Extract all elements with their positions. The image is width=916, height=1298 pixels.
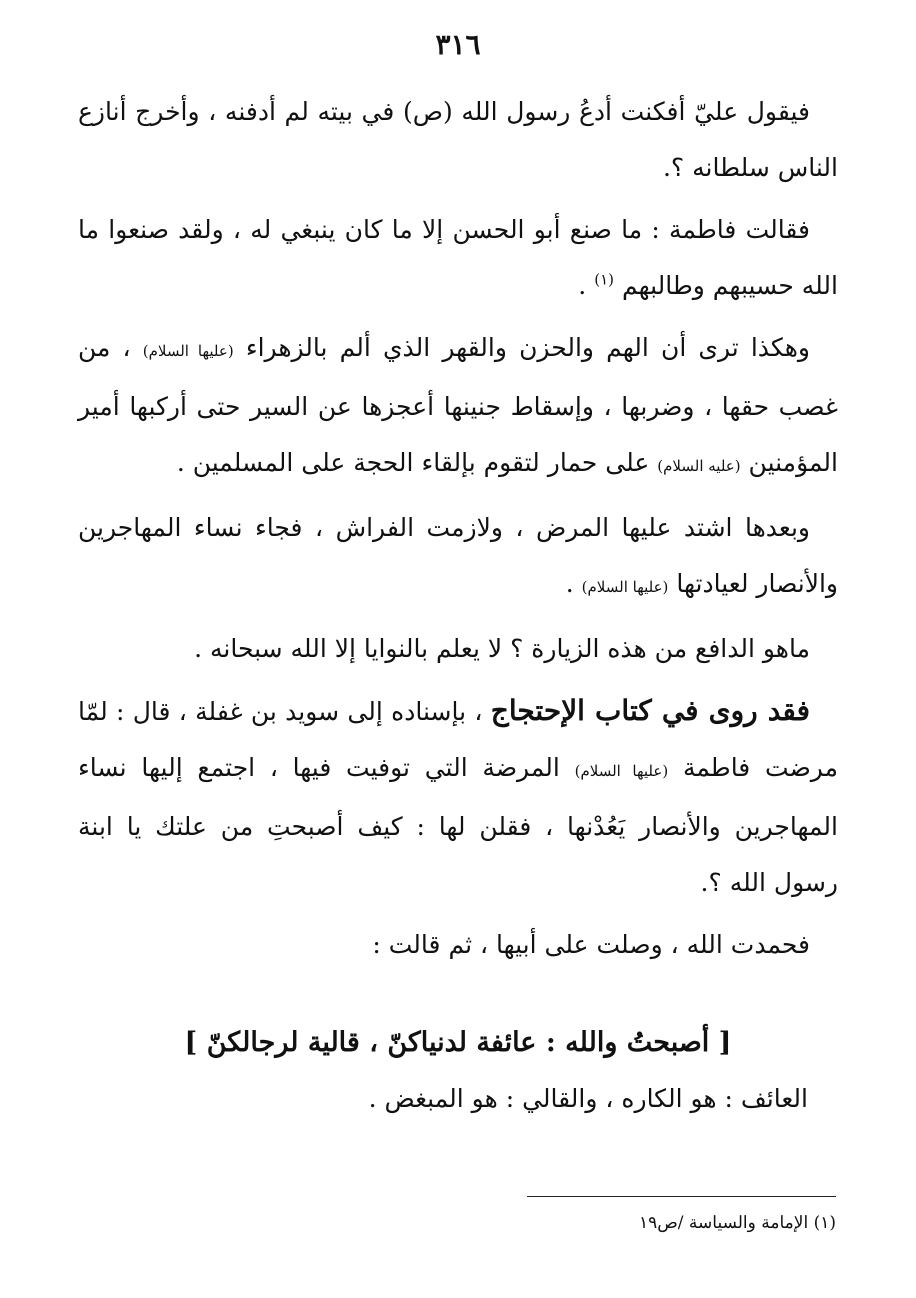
honorific-2: (عليه السلام) [657, 457, 741, 475]
footnote: (١) الإمامة والسياسة /ص١٩ [638, 1213, 836, 1233]
main-text [78, 84, 838, 979]
paragraph-3-text-a: وهكذا ترى أن الهم والحزن والقهر الذي ألم بالزهراء [233, 333, 810, 362]
paragraph-1-text: فيقول عليّ أفكنت أدعُ رسول الله (ص) في بيته لم أدفنه ، وأخرج أنازع الناس سلطانه ؟. [78, 97, 838, 182]
paragraph-6-text-b: المرضة التي توفيت فيها ، اجتمع إليها نساء المهاجرين والأنصار يَعُدْنها ، فقلن لها : كيف أصبحتِ من علتك يا ابنة رسول الله ؟. [78, 753, 838, 897]
paragraph-2-end: . [578, 271, 595, 300]
paragraph-4-text-a: وبعدها اشتد عليها المرض ، ولازمت الفراش ، فجاء نساء المهاجرين والأنصار لعيادتها [78, 513, 838, 598]
paragraph-5-text: ماهو الدافع من هذه الزيارة ؟ لا يعلم بالنوايا إلا الله سبحانه . [194, 634, 810, 663]
paragraph-4 [78, 500, 838, 615]
honorific-4: (عليها السلام) [574, 762, 669, 780]
page-number: ٣١٦ [435, 28, 481, 61]
paragraph-3 [78, 320, 838, 494]
paragraph-6-text-a: ، بإسناده إلى سويد بن غفلة ، قال : لمّا مرضت فاطمة [78, 697, 838, 782]
quoted-statement: [ أصبحتُ والله : عائفة لدنياكنّ ، قالية لرجالكنّ ] [184, 1027, 732, 1058]
gloss-line: العائف : هو الكاره ، والقالي : هو المبغض . [368, 1084, 808, 1113]
paragraph-2 [78, 202, 838, 314]
paragraph-4-text-b: . [565, 569, 582, 598]
paragraph-3-text-b: ، من غصب حقها ، وضربها ، وإسقاط جنينها أعجزها عن السير حتى أركبها أمير المؤمنين [78, 333, 838, 477]
footnote-divider [527, 1196, 836, 1197]
source-citation: فقد روى في كتاب الإحتجاج [490, 694, 810, 727]
paragraph-1 [78, 84, 838, 196]
honorific-1: (عليها السلام) [142, 342, 234, 360]
footnote-reference: (١) [594, 270, 614, 289]
paragraph-7 [78, 917, 838, 973]
paragraph-5 [78, 621, 838, 677]
paragraph-3-text-c: على حمار لتقوم بإلقاء الحجة على المسلمين . [176, 448, 658, 477]
paragraph-2-text: فقالت فاطمة : ما صنع أبو الحسن إلا ما كان ينبغي له ، ولقد صنعوا ما الله حسيبهم وطالبهم [78, 215, 838, 300]
honorific-3: (عليها السلام) [581, 578, 669, 596]
paragraph-7-text: فحمدت الله ، وصلت على أبيها ، ثم قالت : [372, 930, 810, 959]
paragraph-6 [78, 683, 838, 911]
